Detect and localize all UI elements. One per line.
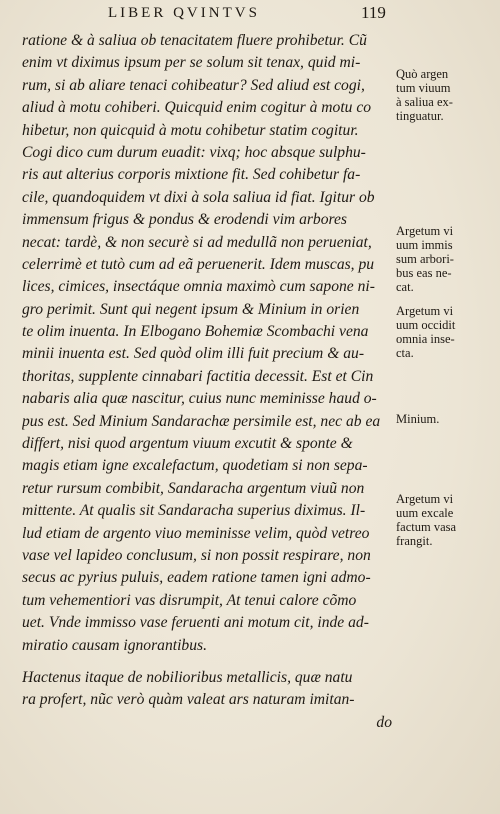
marginal-note-line: Argetum vi [396, 304, 454, 318]
text-line: vase vel lapideo conclusum, si non possit respirare, non [22, 546, 371, 564]
marginal-note [396, 412, 500, 426]
text-line: aliud à motu cohiberi. Quicquid enim cogitur à motu co [22, 99, 372, 117]
text-line: ra profert, nũc verò quàm valeat ars naturam imitan- [22, 691, 355, 709]
text-line: uet. Vnde immisso vase feruenti ani motum cit, inde ad- [22, 614, 369, 632]
running-title: LIBER QVINTVS [108, 5, 260, 21]
marginal-note-line: Argetum vi [396, 224, 454, 238]
text-line: lud etiam de argento viuo meminisse velim, quòd vetreo [22, 524, 370, 542]
marginal-note-line: bus eas ne- [396, 266, 452, 280]
marginal-note-line: Argetum vi [396, 492, 454, 506]
text-line: Cogi dico cum durum euadit: vixq; hoc absque sulphu- [22, 143, 366, 161]
text-line: te olim inuenta. In Elbogano Bohemiæ Scombachi vena [22, 323, 369, 341]
marginal-note-line: tinguatur. [396, 109, 444, 123]
marginal-note [396, 304, 500, 360]
text-line: ris aut alterius corporis mixtione fit. Sed cohibetur fa- [22, 166, 361, 184]
marginal-note-line: Quò argen [396, 67, 449, 81]
text-line: thoritas, supplente cinnabari factitia decessit. Est et Cin [22, 367, 374, 385]
text-line: celerrimè et tutò cum ad eã peruenerit. Idem muscas, pu [22, 255, 375, 273]
text-line: rum, si ab aliare tenaci cohibeatur? Sed aliud est cogi, [22, 76, 365, 94]
text-line: necat: tardè, & non securè si ad medullã non perueniat, [22, 233, 372, 251]
marginal-note-line: uum excale [396, 506, 454, 520]
marginal-note-line: cta. [396, 346, 414, 360]
text-line: retur rursum combibit, Sandaracha argentum viuũ non [22, 479, 365, 497]
page-number: 119 [361, 3, 386, 22]
text-line: hibetur, non quicquid à motu cohibetur statim cogitur. [22, 121, 359, 139]
marginal-note-line: omnia inse- [396, 332, 455, 346]
marginal-note-line: sum arbori- [396, 252, 454, 266]
main-text-block [22, 30, 394, 734]
marginal-note-line: factum vasa [396, 520, 457, 534]
text-line: tum vehementiori vas disrumpit, At tenui calore cõmo [22, 591, 357, 609]
text-line: enim vt diximus ipsum per se solum sit tenax, quid mi- [22, 54, 361, 72]
text-line: mittente. At qualis sit Sandaracha superius diximus. Il- [22, 502, 366, 520]
text-line: lices, cimices, insectáque omnia maximò cum sapone ni- [22, 278, 375, 296]
marginal-note [396, 67, 500, 123]
text-line: cile, quandoquidem vt dixi à sola saliua id fiat. Igitur ob [22, 188, 375, 206]
text-line: secus ac pyrius puluis, eadem ratione tamen igni admo- [22, 569, 371, 587]
marginal-note [396, 224, 500, 294]
marginal-note-line: uum occidit [396, 318, 456, 332]
text-line: pus est. Sed Minium Sandarachæ persimile est, nec ab ea [22, 412, 381, 430]
marginal-note-line: Minium. [396, 412, 440, 426]
text-line: ratione & à saliua ob tenacitatem fluere prohibetur. Cũ [22, 32, 367, 49]
text-line: Hactenus itaque de nobilioribus metallicis, quæ natu [22, 668, 353, 686]
text-line: immensum frigus & pondus & erodendi vim arbores [22, 211, 348, 229]
text-line: nabaris alia quæ nascitur, cuius nunc meminisse haud o- [22, 390, 377, 408]
marginal-note-line: uum immis [396, 238, 453, 252]
text-line: differt, nisi quod argentum viuum excutit & sponte & [22, 435, 353, 453]
text-line: magis etiam igne excalefactum, quodetiam si non sepa- [22, 457, 368, 475]
catchword: do [376, 713, 392, 731]
marginal-note-line: frangit. [396, 534, 433, 548]
text-line: minii inuenta est. Sed quòd olim illi fuit precium & au- [22, 345, 365, 363]
marginal-note-line: à saliua ex- [396, 95, 453, 109]
text-line: miratio causam ignorantibus. [22, 636, 207, 654]
marginal-note-line: cat. [396, 280, 414, 294]
marginal-note [396, 492, 500, 548]
text-line: gro perimit. Sunt qui negent ipsum & Minium in orien [22, 300, 360, 318]
marginal-note-line: tum viuum [396, 81, 451, 95]
